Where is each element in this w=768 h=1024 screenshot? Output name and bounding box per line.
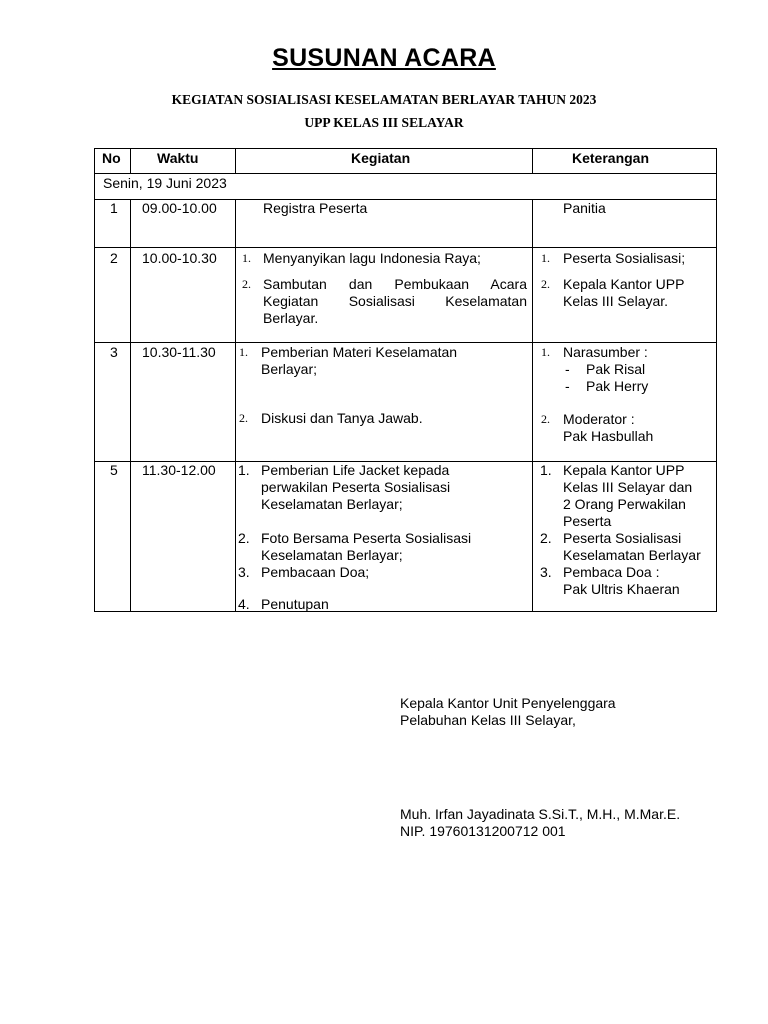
- note-text: Pak Hasbullah: [563, 428, 654, 444]
- note-text: Kepala Kantor UPP: [563, 462, 685, 478]
- row-time: 09.00-10.00: [142, 200, 217, 216]
- table-rule: [95, 247, 716, 248]
- activity-text: Pemberian Materi Keselamatan: [261, 344, 458, 360]
- note-text: Narasumber :: [563, 344, 648, 360]
- row-no: 1: [110, 200, 118, 216]
- item-number: 4.: [238, 596, 250, 612]
- note-text: Keselamatan Berlayar: [563, 547, 701, 563]
- item-number: 2.: [541, 412, 550, 426]
- activity-text: Pembacaan Doa;: [261, 564, 370, 580]
- row-no: 5: [110, 462, 118, 478]
- table-rule: [130, 149, 131, 173]
- item-number: 2.: [541, 277, 550, 291]
- note-text: Moderator :: [563, 411, 635, 427]
- activity-text: Registra Peserta: [263, 200, 368, 216]
- note-text: Peserta: [563, 513, 612, 529]
- item-number: 2.: [238, 530, 250, 546]
- item-number: 1.: [238, 462, 250, 478]
- signatory-position: Kepala Kantor Unit Penyelenggara: [400, 695, 616, 711]
- item-number: 1.: [540, 462, 552, 478]
- row-no: 3: [110, 344, 118, 360]
- activity-text: Keselamatan Berlayar;: [261, 496, 403, 512]
- item-number: 2.: [239, 411, 248, 425]
- header-no: No: [102, 150, 121, 166]
- activity-text: perwakilan Peserta Sosialisasi: [261, 479, 451, 495]
- date-row: Senin, 19 Juni 2023: [103, 175, 227, 191]
- schedule-table: [94, 148, 717, 612]
- note-text: Pak Ultris Khaeran: [563, 581, 680, 597]
- item-number: 1.: [242, 251, 251, 265]
- note-text: Pembaca Doa :: [563, 564, 660, 580]
- activity-text: Pemberian Life Jacket kepada: [261, 462, 450, 478]
- table-rule: [235, 149, 236, 173]
- table-rule: [235, 199, 236, 611]
- table-rule: [532, 199, 533, 611]
- row-time: 10.00-10.30: [142, 250, 217, 266]
- document-subtitle: KEGIATAN SOSIALISASI KESELAMATAN BERLAYAR TAHUN 2023: [171, 92, 597, 107]
- activity-text: Diskusi dan Tanya Jawab.: [261, 410, 423, 426]
- table-rule: [532, 149, 533, 173]
- note-text: Peserta Sosialisasi: [563, 530, 682, 546]
- note-text: Panitia: [563, 200, 606, 216]
- activity-text: Sambutan dan Pembukaan Acara: [263, 276, 527, 292]
- note-text: Peserta Sosialisasi;: [563, 250, 686, 266]
- item-number: 3.: [238, 564, 250, 580]
- document-subtitle-unit: UPP KELAS III SELAYAR: [304, 115, 464, 130]
- sub-bullet-dash: -: [565, 361, 570, 377]
- item-number: 1.: [541, 345, 550, 359]
- activity-text: Menyanyikan lagu Indonesia Raya;: [263, 250, 481, 266]
- item-number: 1.: [541, 251, 550, 265]
- note-text: 2 Orang Perwakilan: [563, 496, 686, 512]
- activity-text: Berlayar;: [261, 361, 318, 377]
- activity-text: Berlayar.: [263, 310, 319, 326]
- activity-text: Keselamatan Berlayar;: [261, 547, 403, 563]
- activity-text: Foto Bersama Peserta Sosialisasi: [261, 530, 472, 546]
- table-rule: [130, 199, 131, 611]
- signatory-office: Pelabuhan Kelas III Selayar,: [400, 712, 576, 728]
- item-number: 2.: [540, 530, 552, 546]
- sub-bullet-dash: -: [565, 378, 570, 394]
- table-rule: [95, 173, 716, 174]
- signatory-name: Muh. Irfan Jayadinata S.Si.T., M.H., M.Mar.E.: [400, 806, 681, 822]
- item-number: 1.: [239, 345, 248, 359]
- note-text: Kepala Kantor UPP: [563, 276, 685, 292]
- item-number: 3.: [540, 564, 552, 580]
- row-time: 10.30-11.30: [142, 344, 216, 360]
- header-keterangan: Keterangan: [572, 150, 650, 166]
- table-rule: [95, 342, 716, 343]
- signatory-nip: NIP. 19760131200712 001: [400, 823, 566, 839]
- header-waktu: Waktu: [157, 150, 199, 166]
- header-kegiatan: Kegiatan: [351, 150, 411, 166]
- note-text: Pak Risal: [586, 361, 646, 377]
- document-title: SUSUNAN ACARA: [272, 44, 496, 72]
- note-text: Pak Herry: [586, 378, 649, 394]
- item-number: 2.: [242, 277, 251, 291]
- note-text: Kelas III Selayar dan: [563, 479, 693, 495]
- row-no: 2: [110, 250, 118, 266]
- activity-text: Kegiatan Sosialisasi Keselamatan: [263, 293, 527, 309]
- row-time: 11.30-12.00: [142, 462, 216, 478]
- activity-text: Penutupan: [261, 596, 329, 612]
- note-text: Kelas III Selayar.: [563, 293, 669, 309]
